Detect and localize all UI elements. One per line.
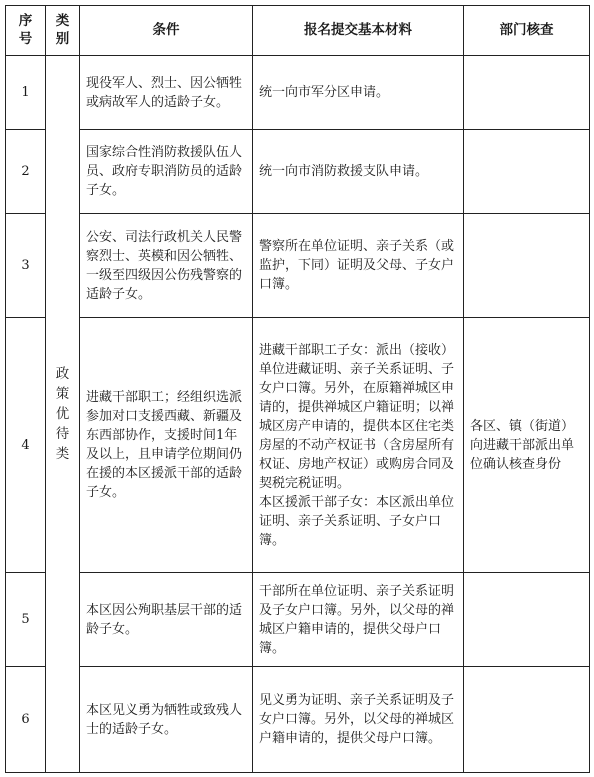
- header-materials: 报名提交基本材料: [253, 6, 464, 56]
- materials-cell: 进藏干部职工子女：派出（接收）单位进藏证明、亲子关系证明、子女户口簿。另外，在原籍禅城区申请的，提供禅城区户籍证明；以禅城区房产申请的，提供本区住宅类房屋的不动产权证书（含房屋所有权证、房地产权证）或购房合同及契税完税证明。 本区援派干部子女：本区派出单位证明、亲子关系证明、子女户口簿。: [253, 318, 464, 573]
- materials-cell: 见义勇为证明、亲子关系证明及子女户口簿。另外，以父母的禅城区户籍申请的，提供父母户口簿。: [253, 667, 464, 773]
- review-cell: [464, 130, 590, 214]
- materials-cell: 干部所在单位证明、亲子关系证明及子女户口簿。另外，以父母的禅城区户籍申请的，提供父母户口簿。: [253, 573, 464, 667]
- row-number: 1: [6, 56, 46, 130]
- condition-cell: 本区见义勇为牺牲或致残人士的适龄子女。: [80, 667, 253, 773]
- review-cell: [464, 667, 590, 773]
- review-cell: [464, 573, 590, 667]
- review-cell: [464, 56, 590, 130]
- condition-cell: 现役军人、烈士、因公牺牲或病故军人的适龄子女。: [80, 56, 253, 130]
- header-review: 部门核查: [464, 6, 590, 56]
- header-category: 类别: [46, 6, 80, 56]
- materials-cell: 统一向市军分区申请。: [253, 56, 464, 130]
- table-row: [6, 667, 590, 773]
- condition-cell: 进藏干部职工；经组织选派参加对口支援西藏、新疆及东西部协作，支援时间1年及以上，且申请学位期间仍在援的本区援派干部的适龄子女。: [80, 318, 253, 573]
- row-number: 3: [6, 214, 46, 318]
- row-number: 6: [6, 667, 46, 773]
- header-condition: 条件: [80, 6, 253, 56]
- condition-cell: 本区因公殉职基层干部的适龄子女。: [80, 573, 253, 667]
- policy-table: [5, 5, 590, 773]
- review-cell: 各区、镇（街道）向进藏干部派出单位确认核查身份: [464, 318, 590, 573]
- table-row: [6, 214, 590, 318]
- header-row: [6, 6, 590, 56]
- materials-cell: 警察所在单位证明、亲子关系（或监护，下同）证明及父母、子女户口簿。: [253, 214, 464, 318]
- row-number: 2: [6, 130, 46, 214]
- row-number: 4: [6, 318, 46, 573]
- table-row: [6, 130, 590, 214]
- category-label: 政策优待类: [55, 366, 70, 462]
- table-row: [6, 56, 590, 130]
- row-number: 5: [6, 573, 46, 667]
- review-cell: [464, 214, 590, 318]
- category-cell: [46, 56, 80, 773]
- table-row: [6, 573, 590, 667]
- condition-cell: 公安、司法行政机关人民警察烈士、英模和因公牺牲、一级至四级因公伤残警察的适龄子女。: [80, 214, 253, 318]
- materials-cell: 统一向市消防救援支队申请。: [253, 130, 464, 214]
- condition-cell: 国家综合性消防救援队伍人员、政府专职消防员的适龄子女。: [80, 130, 253, 214]
- header-seq: 序号: [6, 6, 46, 56]
- table-row: [6, 318, 590, 573]
